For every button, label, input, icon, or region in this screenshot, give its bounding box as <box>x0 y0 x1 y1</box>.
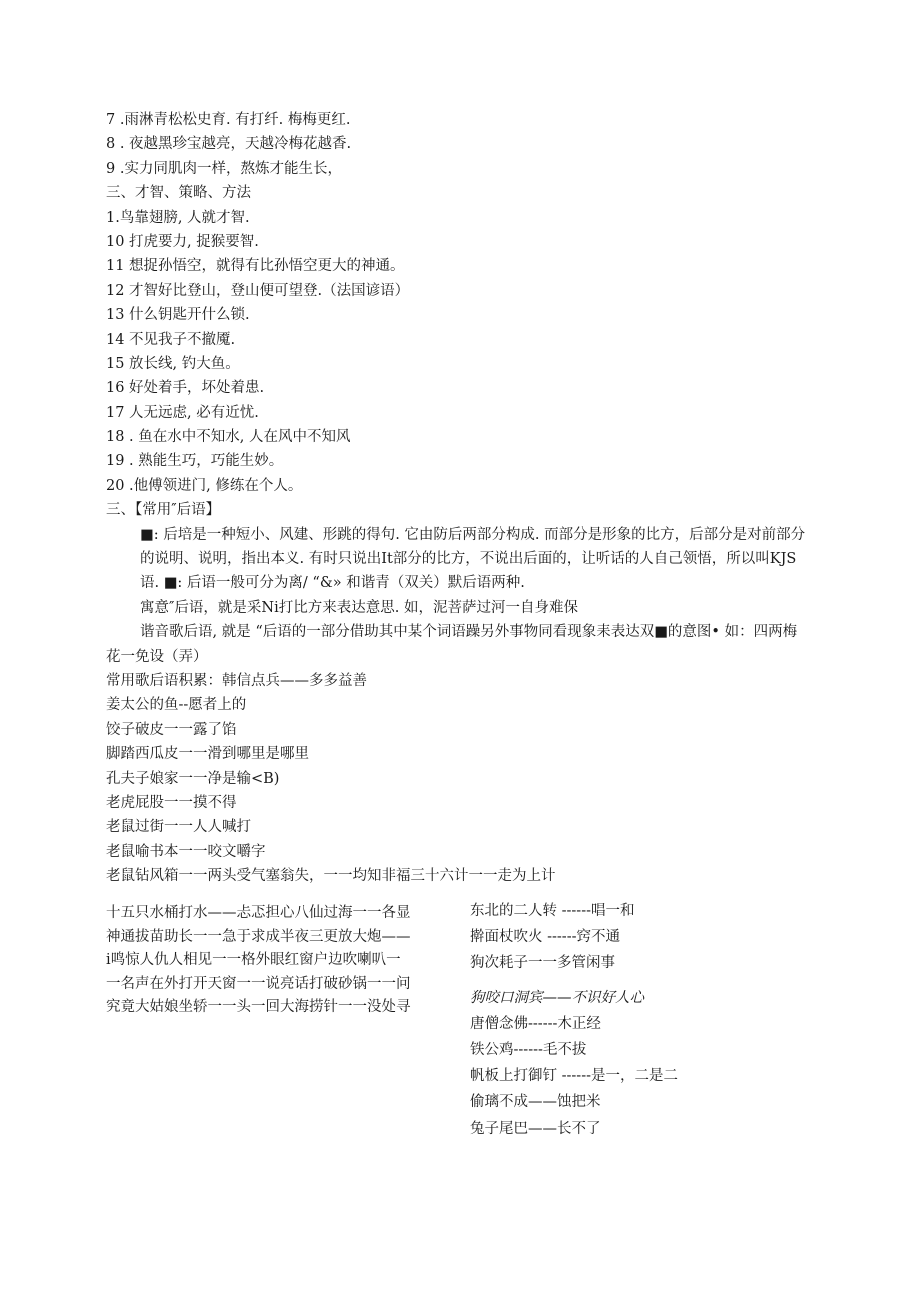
text-line: 18 . 鱼在水中不知水, 人在风中不知风 <box>106 429 351 446</box>
text-line: 19 . 熟能生巧，巧能生妙。 <box>106 453 284 470</box>
paragraph-metaphor: 寓意″后语，就是采Ni打比方来表达意思. 如，泥菩萨过河一自身难保 <box>140 599 578 616</box>
text-line: 1.鸟靠翅膀, 人就才智. <box>106 209 250 226</box>
idiom-line: 东北的二人转 ------唱一和 <box>470 903 635 919</box>
idiom-line: 脚踏西瓜皮一一滑到哪里是哪里 <box>106 746 309 763</box>
text-line: 12 才智好比登山，登山便可望登.（法国谚语） <box>106 282 410 299</box>
paragraph-pun: 谐音歌后语, 就是 “后语的一部分借助其中某个词语躁另外事物同看现象耒表达双■的意图• 如：四两梅花一免设（弄） <box>106 624 798 665</box>
text-line: 13 什么钥匙开什么锁. <box>106 307 250 324</box>
idiom-line: 常用歌后语积累：韩信点兵——多多益善 <box>106 673 367 690</box>
idiom-line: 帆板上打御钉 ------是一，二是二 <box>470 1068 679 1085</box>
idiom-line: 铁公鸡------毛不拔 <box>470 1041 587 1058</box>
idiom-line: 究竟大姑娘坐轿一一头一回大海捞针一一没处寻 <box>106 999 411 1016</box>
idiom-line: 偷璃不成——蚀把米 <box>470 1094 601 1111</box>
idiom-line: 老鼠钻风箱一一两头受气塞翁失，一一均知非福三十六计一一走为上计 <box>106 868 556 885</box>
paragraph-definition: ■: 后培是一种短小、风建、形跳的得句. 它由防后两部分构成. 而部分是形象的比方，后部分是对前部分的说明、说明，指出本义. 有时只说出It部分的比方，不说出后面的，让听话的人自己领悟，所以叫KJS语. ■: 后语一般可分为离/ “&» 和谐青（双关）默后语两种. <box>140 526 806 592</box>
idiom-line: 一名声在外打开天窗一一说亮话打破砂锅一一问 <box>106 975 411 992</box>
idiom-line: 狗咬口洞宾——不识好人心 <box>470 989 644 1006</box>
idiom-line: 老虎屁股一一摸不得 <box>106 795 237 812</box>
idiom-line: 老鼠喻书本一一咬文嚼字 <box>106 843 266 860</box>
idiom-line: 擀面杖吹火 ------窍不通 <box>470 929 621 946</box>
idiom-line: 老鼠过街一一人人喊打 <box>106 819 251 836</box>
text-line: 14 不见我子不撤魇. <box>106 331 236 348</box>
spacer <box>470 977 810 985</box>
section-heading: 三、【常用″后语】 <box>106 502 221 519</box>
text-line: 7 .雨淋青松松史育. 有打纤. 梅梅更红. <box>106 112 351 128</box>
idiom-line: 狗次耗子一一多管闲事 <box>470 955 615 972</box>
text-line: 15 放长线, 钓大鱼。 <box>106 355 240 372</box>
text-line: 10 打虎要力, 捉猴要智. <box>106 233 259 250</box>
idiom-line: i鸣惊人仇人相见一一格外眼红窗户边吹喇叭一 <box>106 952 401 969</box>
right-column <box>470 898 810 1142</box>
idiom-line: 十五只水桶打水——忐忑担心八仙过海一一各显 <box>106 905 411 921</box>
idiom-line: 唐僧念佛------木正经 <box>470 1015 601 1032</box>
text-line: 9 .实力同肌肉一样，熬炼才能生长， <box>106 160 342 177</box>
idiom-line: 兔子尾巴——长不了 <box>470 1120 601 1137</box>
left-column <box>106 898 446 1020</box>
text-line: 20 .他傅领进门, 修练在个人。 <box>106 477 303 494</box>
text-line: 17 人无远虑, 必有近忧. <box>106 404 259 421</box>
text-line: 16 好处着手，坏处着患. <box>106 380 265 397</box>
idiom-line: 神通拔苗助长一一急于求成半夜三更放大炮—— <box>106 928 411 945</box>
main-text <box>106 108 806 889</box>
section-heading: 三、才智、策略、方法 <box>106 185 251 202</box>
idiom-line: 孔夫子娘家一一净是输<B) <box>106 770 280 787</box>
text-line: 11 想捉孙悟空，就得有比孙悟空更大的神通。 <box>106 258 405 275</box>
idiom-line: 姜太公的鱼--愿者上的 <box>106 697 247 714</box>
text-line: 8 . 夜越黑珍宝越亮，天越冷梅花越香. <box>106 136 352 153</box>
idiom-line: 饺子破皮一一露了馅 <box>106 721 237 738</box>
